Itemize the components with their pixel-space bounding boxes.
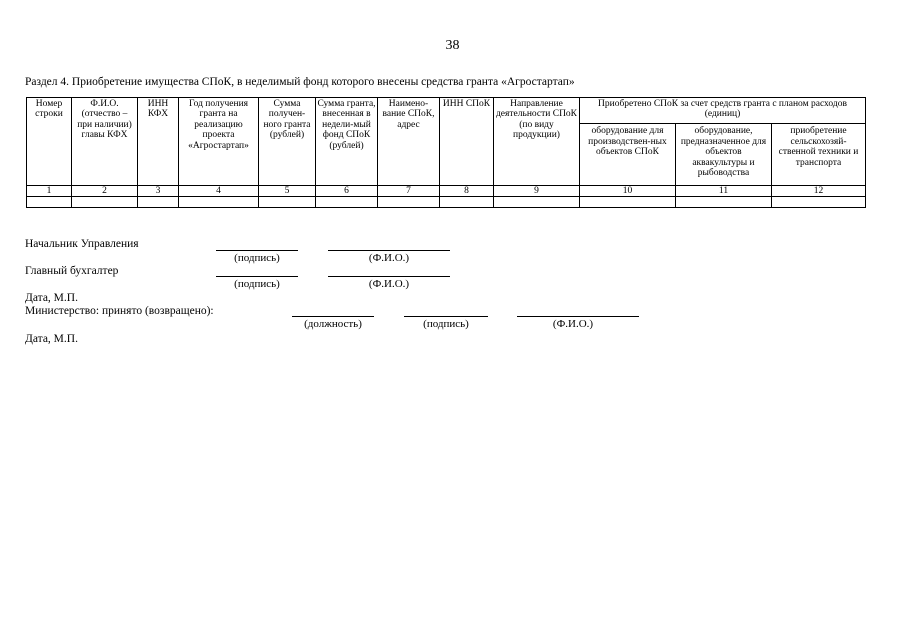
header-grant-year: Год получения гранта на реализацию проекта «Агростартап»	[179, 98, 259, 186]
ministry-position-caption: (должность)	[304, 318, 362, 330]
column-number: 3	[138, 186, 179, 197]
table-cell	[72, 197, 138, 208]
ministry-accepted-label: Министерство: принято (возвращено):	[25, 305, 214, 317]
accountant-fio-caption: (Ф.И.О.)	[368, 278, 410, 290]
head-fio-line	[328, 250, 450, 251]
table-cell	[580, 197, 676, 208]
header-row	[27, 98, 866, 124]
header-grant-fund-sum: Сумма гранта, внесенная в недели-мый фонд СПоК (рублей)	[316, 98, 378, 186]
header-grant-sum: Сумма получен-ного гранта (рублей)	[259, 98, 316, 186]
column-number: 9	[494, 186, 580, 197]
column-number: 6	[316, 186, 378, 197]
header-spok-name: Наимено-вание СПоК, адрес	[378, 98, 440, 186]
header-spok-activity: Направление деятельности СПоК (по виду продукции)	[494, 98, 580, 186]
header-fio: Ф.И.О. (отчество – при наличии) главы КФХ	[72, 98, 138, 186]
table-cell	[138, 197, 179, 208]
ministry-signature-line	[404, 316, 488, 317]
header-agri-machinery: приобретение сельскохозяй-ственной техники и транспорта	[772, 124, 866, 186]
grant-property-table	[26, 97, 866, 208]
header-aquaculture-equipment: оборудование, предназначенное для объектов аквакультуры и рыбоводства	[676, 124, 772, 186]
table-cell	[27, 197, 72, 208]
column-number: 5	[259, 186, 316, 197]
head-signature-line	[216, 250, 298, 251]
column-number: 11	[676, 186, 772, 197]
ministry-position-line	[292, 316, 374, 317]
accountant-fio-line	[328, 276, 450, 277]
table-cell	[676, 197, 772, 208]
table-cell	[378, 197, 440, 208]
head-signature-caption: (подпись)	[234, 252, 280, 264]
header-row-number: Номер строки	[27, 98, 72, 186]
column-number: 7	[378, 186, 440, 197]
ministry-signature-caption: (подпись)	[423, 318, 469, 330]
accountant-signature-line	[216, 276, 298, 277]
table-cell	[772, 197, 866, 208]
header-acquired-group: Приобретено СПоК за счет средств гранта с планом расходов (единиц)	[580, 98, 866, 124]
section-title: Раздел 4. Приобретение имущества СПоК, в неделимый фонд которого внесены средства гранта «Агростартап»	[25, 76, 575, 88]
chief-accountant-label: Главный бухгалтер	[25, 265, 119, 277]
column-number: 8	[440, 186, 494, 197]
column-number-row	[27, 186, 866, 197]
header-inn-spok: ИНН СПоК	[440, 98, 494, 186]
header-inn-kfh: ИНН КФХ	[138, 98, 179, 186]
table-row	[27, 197, 866, 208]
column-number: 4	[179, 186, 259, 197]
column-number: 12	[772, 186, 866, 197]
table-cell	[494, 197, 580, 208]
header-production-equipment: оборудование для производствен-ных объектов СПоК	[580, 124, 676, 186]
ministry-fio-line	[517, 316, 639, 317]
table-cell	[259, 197, 316, 208]
column-number: 10	[580, 186, 676, 197]
accountant-signature-caption: (подпись)	[234, 278, 280, 290]
head-of-department-label: Начальник Управления	[25, 238, 139, 250]
head-fio-caption: (Ф.И.О.)	[368, 252, 410, 264]
column-number: 1	[27, 186, 72, 197]
table-cell	[316, 197, 378, 208]
page-number: 38	[445, 38, 460, 53]
table-cell	[179, 197, 259, 208]
column-number: 2	[72, 186, 138, 197]
ministry-fio-caption: (Ф.И.О.)	[552, 318, 594, 330]
table-cell	[440, 197, 494, 208]
date-stamp-label-2: Дата, М.П.	[25, 333, 78, 345]
date-stamp-label: Дата, М.П.	[25, 292, 78, 304]
